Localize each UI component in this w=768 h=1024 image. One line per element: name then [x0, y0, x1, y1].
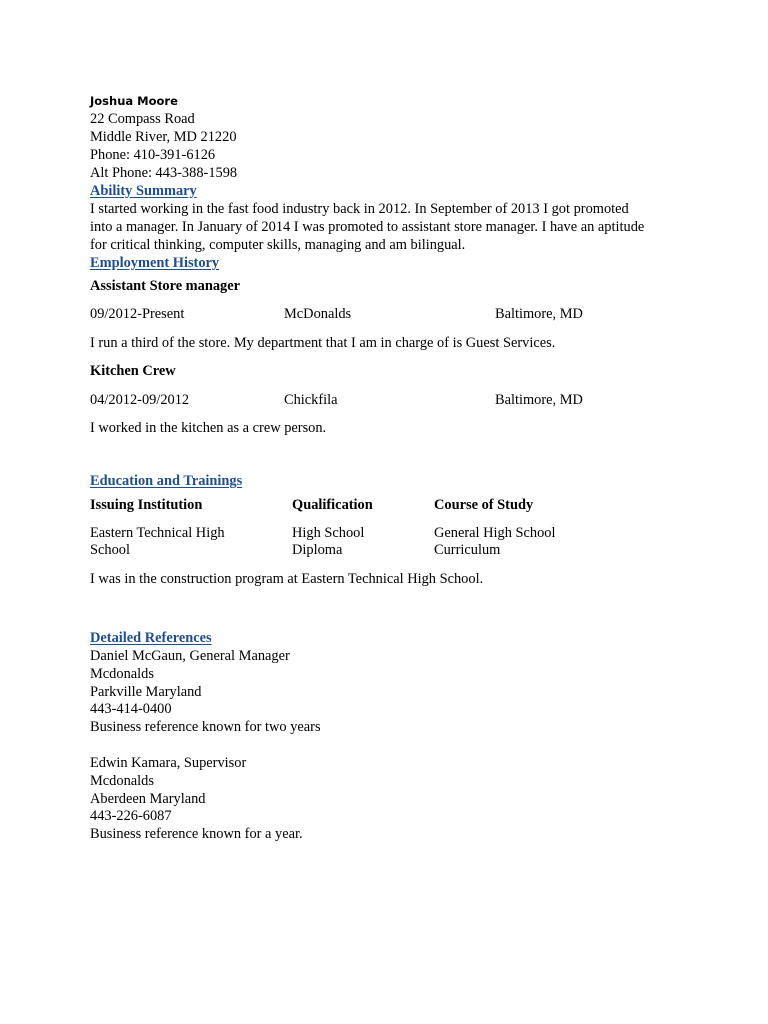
job-employer: McDonalds: [284, 306, 352, 322]
job-title: Assistant Store manager: [90, 278, 241, 294]
reference-name: Daniel McGaun, General Manager: [90, 648, 290, 664]
course-line: Curriculum: [434, 542, 501, 558]
institution-line: School: [90, 542, 130, 558]
education-heading: Education and Trainings: [90, 473, 243, 489]
course-line: General High School: [434, 525, 556, 541]
job-description: I run a third of the store. My department that I am in charge of is Guest Services.: [90, 335, 556, 351]
education-note: I was in the construction program at Eastern Technical High School.: [90, 571, 484, 587]
reference-name: Edwin Kamara, Supervisor: [90, 755, 247, 771]
references-heading: Detailed References: [90, 630, 212, 646]
reference-phone: 443-414-0400: [90, 701, 172, 717]
reference-note: Business reference known for two years: [90, 719, 321, 735]
reference-location: Parkville Maryland: [90, 684, 202, 700]
reference-phone: 443-226-6087: [90, 808, 172, 824]
job-dates: 09/2012-Present: [90, 306, 185, 322]
reference-company: Mcdonalds: [90, 666, 154, 682]
reference-company: Mcdonalds: [90, 773, 154, 789]
phone: Phone: 410-391-6126: [90, 147, 216, 163]
job-location: Baltimore, MD: [495, 392, 583, 408]
column-header-course: Course of Study: [434, 497, 534, 513]
qualification-line: Diploma: [292, 542, 343, 558]
applicant-name: Joshua Moore: [90, 94, 178, 108]
job-employer: Chickfila: [284, 392, 338, 408]
ability-summary-heading: Ability Summary: [90, 183, 197, 199]
employment-history-heading: Employment History: [90, 255, 220, 271]
address-line-2: Middle River, MD 21220: [90, 129, 237, 145]
column-header-qualification: Qualification: [292, 497, 373, 513]
reference-note: Business reference known for a year.: [90, 826, 303, 842]
job-dates: 04/2012-09/2012: [90, 392, 190, 408]
job-title: Kitchen Crew: [90, 363, 176, 379]
institution-line: Eastern Technical High: [90, 525, 225, 541]
qualification-line: High School: [292, 525, 365, 541]
alt-phone: Alt Phone: 443-388-1598: [90, 165, 238, 181]
job-location: Baltimore, MD: [495, 306, 583, 322]
address-line-1: 22 Compass Road: [90, 111, 195, 127]
summary-line: I started working in the fast food industry back in 2012. In September of 2013 I got promoted: [90, 201, 629, 217]
reference-location: Aberdeen Maryland: [90, 791, 206, 807]
job-description: I worked in the kitchen as a crew person.: [90, 420, 327, 436]
summary-line: into a manager. In January of 2014 I was promoted to assistant store manager. I have an aptitude: [90, 219, 645, 235]
column-header-institution: Issuing Institution: [90, 497, 203, 513]
summary-line: for critical thinking, computer skills, managing and am bilingual.: [90, 237, 466, 253]
